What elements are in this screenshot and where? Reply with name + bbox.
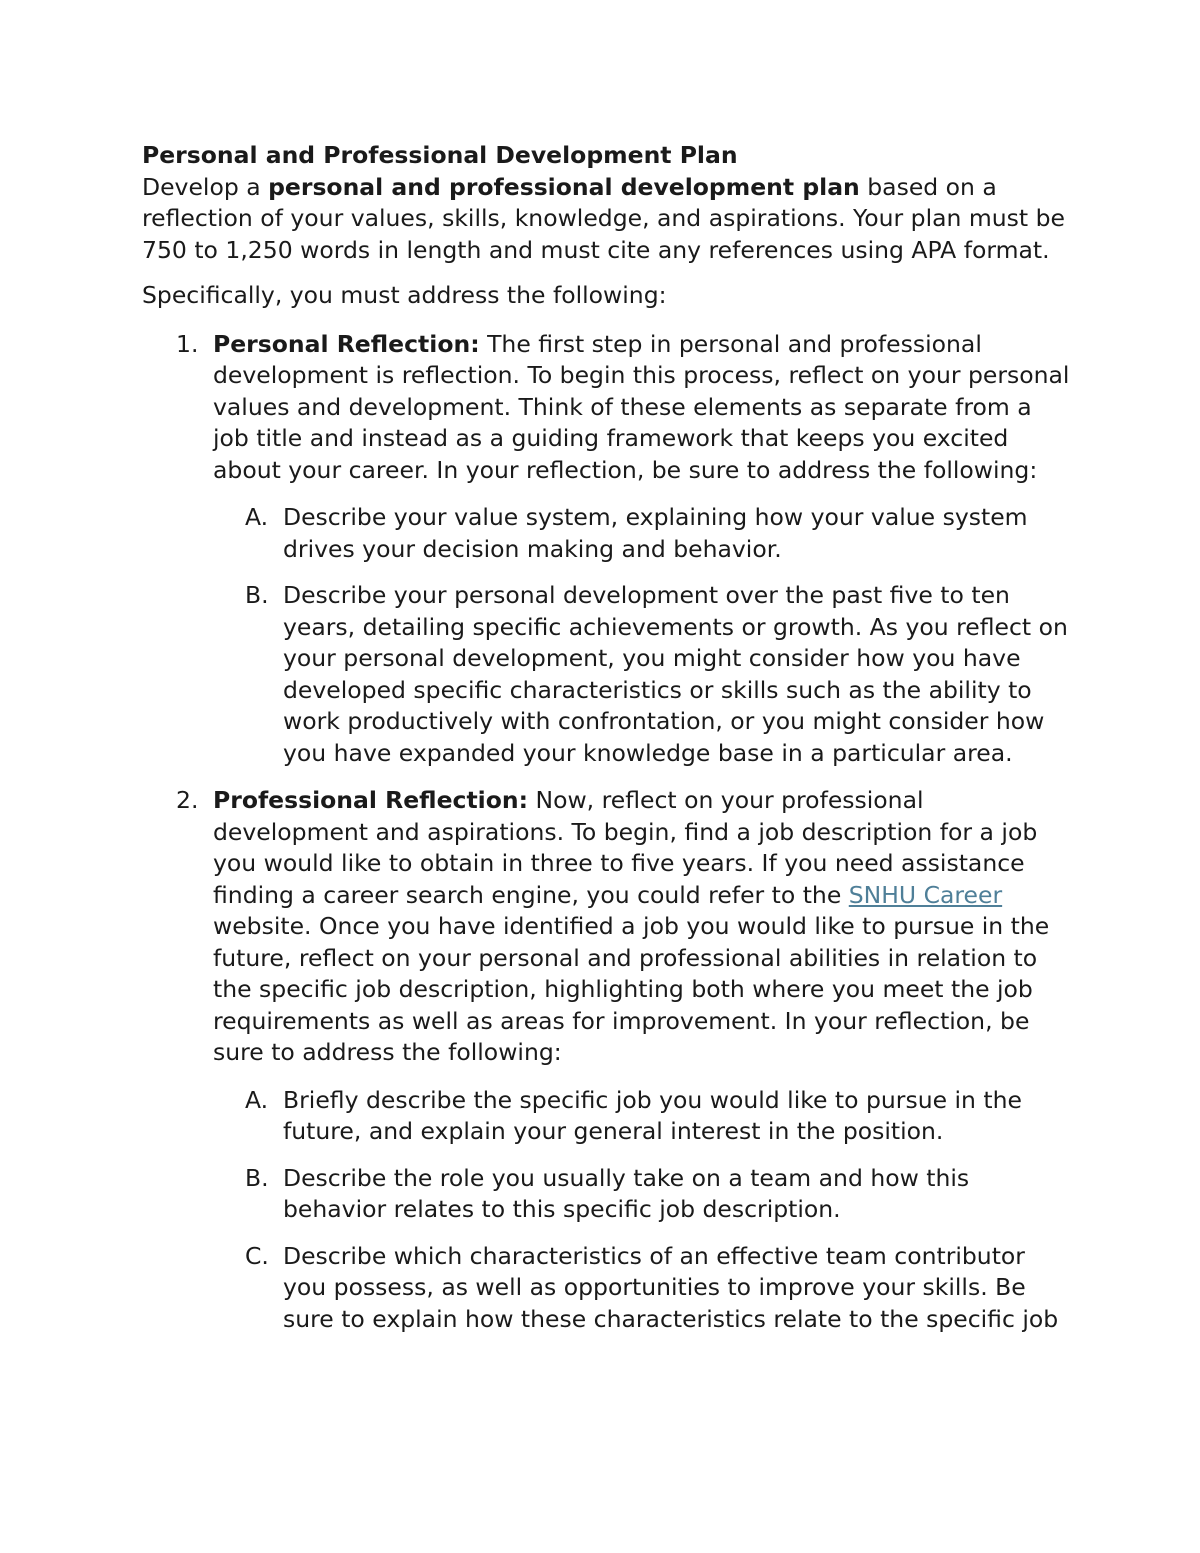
sub-list-item [245, 502, 1072, 565]
sub-list-letter: A. [245, 503, 269, 531]
intro-paragraph [142, 172, 1072, 267]
list-number: 2. [176, 786, 199, 814]
intro-bold-text: personal and professional development plan [268, 172, 860, 201]
document-title: Personal and Professional Development Plan [142, 141, 738, 169]
sub-list-item [245, 1241, 1072, 1336]
sub-list-letter: B. [245, 1163, 269, 1192]
intro-text-after: based on a reflection of your values, skills, knowledge, and aspirations. Your plan must be 750 to 1,250 words in length and must cite any references using APA format. [142, 172, 1065, 264]
document-page [142, 140, 1072, 1351]
sub-list-letter: A. [245, 1085, 269, 1114]
snhu-career-link[interactable]: SNHU Career [848, 880, 1003, 909]
sub-item-text: Describe which characteristics of an effective team contributor you possess, as well as opportunities to improve your skills. Be sure to explain how these characteristics relate to the specific job [283, 1241, 1059, 1333]
sub-list-item [245, 580, 1072, 769]
list-item-professional-reflection [176, 785, 1072, 1335]
sub-list-item [245, 1085, 1072, 1148]
item-heading: Personal Reflection: [213, 329, 480, 358]
sub-list-letter: B. [245, 581, 269, 609]
sub-item-text: Briefly describe the specific job you would like to pursue in the future, and explain your general interest in the position. [283, 1085, 1022, 1145]
sub-list-item [245, 1163, 1072, 1226]
requirements-list [142, 329, 1072, 1336]
specifically-paragraph: Specifically, you must address the following: [142, 281, 667, 309]
sub-list [213, 1085, 1072, 1336]
intro-text-before: Develop a [142, 172, 269, 201]
sub-item-text: Describe your personal development over the past five to ten years, detailing specific achievements or growth. As you reflect on your personal development, you might consider how you have developed specific characteristics or skills such as the ability to work productively with confrontation, or you might consider how you have expanded your knowledge base in a particular area. [283, 581, 1068, 767]
item-text: The first step in personal and professional development is reflection. To begin this process, reflect on your personal values and development. Think of these elements as separate from a job title and instead as a guiding framework that keeps you excited about your career. In your reflection, be sure to address the following: [213, 329, 1070, 484]
item-text-before-link: Now, reflect on your professional development and aspirations. To begin, find a job description for a job you would like to obtain in three to five years. If you need assistance finding a career search engine, you could refer to the [213, 786, 1038, 909]
sub-item-text: Describe the role you usually take on a team and how this behavior relates to this specific job description. [283, 1163, 970, 1223]
sub-list [213, 502, 1072, 769]
list-item-personal-reflection [176, 329, 1072, 770]
sub-list-letter: C. [245, 1241, 269, 1270]
list-number: 1. [176, 329, 199, 358]
item-heading: Professional Reflection: [213, 786, 529, 814]
item-text-after-link: website. Once you have identified a job you would like to pursue in the future, reflect on your personal and professional abilities in relation to the specific job description, highlighting both where you meet the job requirements as well as areas for improvement. In your reflection, be sure to address the following: [213, 912, 1050, 1066]
sub-item-text: Describe your value system, explaining how your value system drives your decision making and behavior. [283, 503, 1028, 563]
